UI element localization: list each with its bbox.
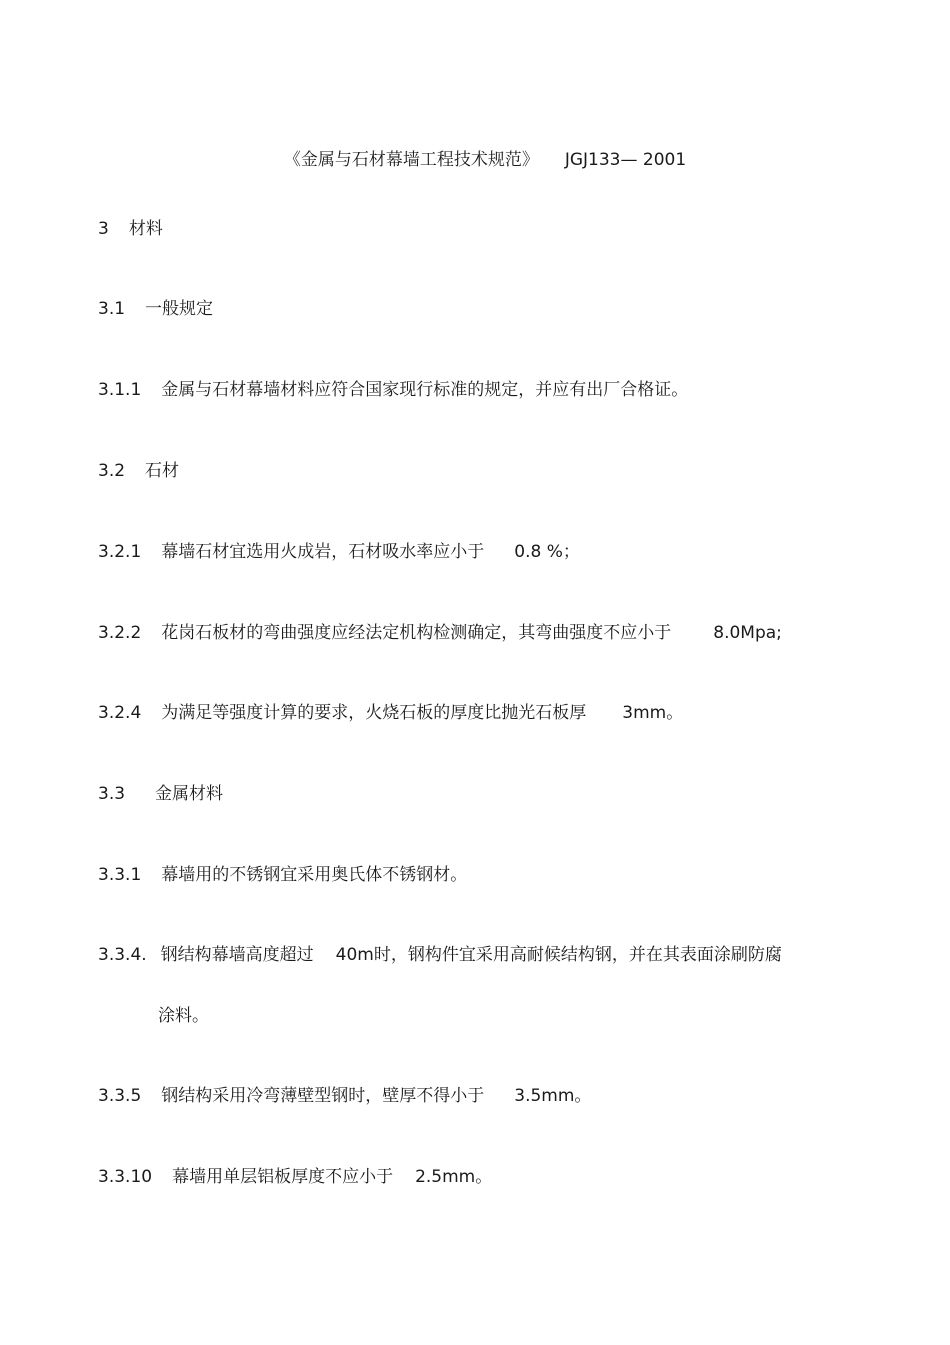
document-title-name: 《金属与石材幕墙工程技术规范》 [283,150,539,170]
section-number: 3.3.4. [98,945,147,965]
section-text: 石材 [145,461,180,481]
section-number: 3.1 [98,299,126,319]
clause-3-3-10 [98,1167,492,1187]
section-number: 3.2.2 [98,623,142,643]
section-text-wrap: 涂料。 [158,1006,209,1026]
clause-value: 40m [335,945,374,965]
document-standard-code: JGJ133— 2001 [564,150,687,170]
section-number: 3.1.1 [98,380,142,400]
clause-3-1-1 [98,380,688,400]
section-3-heading [98,219,163,239]
section-number: 3.3.10 [98,1167,153,1187]
section-text: 幕墙石材宜选用火成岩，石材吸水率应小于 [161,542,485,562]
section-number: 3.2.1 [98,542,142,562]
section-text: 材料 [128,219,163,239]
section-3-1-heading [98,299,213,319]
section-text: 钢结构幕墙高度超过 [160,945,314,965]
document-title [0,150,950,170]
clause-value: 8.0Mpa; [713,623,782,643]
clause-3-2-4 [98,703,683,723]
section-text-continued: 时，钢构件宜采用高耐候结构钢，并在其表面涂刷防腐 [373,945,782,965]
section-number: 3.2.4 [98,703,142,723]
section-text: 花岗石板材的弯曲强度应经法定机构检测确定，其弯曲强度不应小于 [161,623,672,643]
section-text: 钢结构采用冷弯薄壁型钢时，壁厚不得小于 [161,1086,485,1106]
section-text: 为满足等强度计算的要求，火烧石板的厚度比抛光石板厚 [161,703,587,723]
section-text: 幕墙用单层铝板厚度不应小于 [172,1167,394,1187]
section-number: 3 [98,219,109,239]
clause-3-3-4 [98,945,782,965]
section-text: 幕墙用的不锈钢宜采用奥氏体不锈钢材。 [161,865,468,885]
section-number: 3.3.5 [98,1086,142,1106]
section-text: 金属材料 [155,784,224,804]
clause-value: 2.5mm。 [415,1167,493,1187]
clause-3-3-4-continuation [158,1006,209,1026]
section-text: 金属与石材幕墙材料应符合国家现行标准的规定，并应有出厂合格证。 [161,380,689,400]
section-number: 3.3.1 [98,865,142,885]
section-text: 一般规定 [145,299,214,319]
section-3-2-heading [98,461,179,481]
section-number: 3.2 [98,461,126,481]
clause-3-3-1 [98,865,467,885]
clause-value: 3mm。 [622,703,684,723]
section-number: 3.3 [98,784,126,804]
section-3-3-heading [98,784,223,804]
clause-3-2-1 [98,542,580,562]
clause-3-2-2 [98,623,782,643]
clause-value: 0.8 %； [514,542,580,562]
clause-3-3-5 [98,1086,591,1106]
clause-value: 3.5mm。 [514,1086,592,1106]
